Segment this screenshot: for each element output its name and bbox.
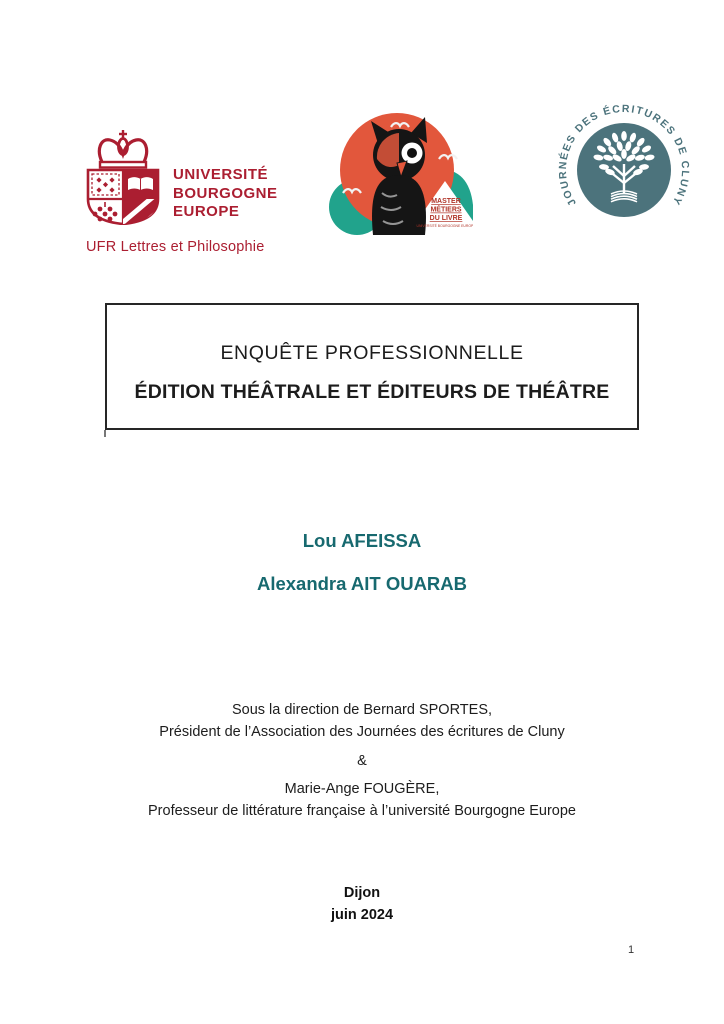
direction-separator: & [357, 753, 367, 769]
master-logo-subline: UNIVERSITÉ BOURGOGNE EUROPE [416, 224, 473, 228]
document-subtitle: ENQUÊTE PROFESSIONNELLE [220, 342, 524, 364]
cluny-tree-icon [554, 100, 694, 240]
direction-block [0, 699, 724, 822]
university-wordmark-line3: EUROPE [173, 203, 240, 220]
box-corner-tick [104, 430, 106, 437]
authors-block [0, 530, 724, 595]
university-crest-icon [85, 129, 161, 225]
master-logo-line1: MASTER [431, 198, 461, 205]
university-logo [85, 129, 161, 225]
title-box [105, 303, 639, 430]
direction-line2: Président de l’Association des Journées des écritures de Cluny [159, 724, 565, 740]
university-wordmark-line1: UNIVERSITÉ [173, 166, 269, 183]
page-number: 1 [628, 944, 635, 956]
place-date-block [0, 882, 724, 926]
document-title: ÉDITION THÉÂTRALE ET ÉDITEURS DE THÉÂTRE [134, 381, 610, 403]
university-wordmark-line2: BOURGOGNE [173, 184, 278, 202]
university-wordmark [173, 166, 278, 222]
author-1: Lou AFEISSA [302, 530, 422, 551]
owl-icon [327, 113, 473, 235]
date: juin 2024 [330, 907, 394, 923]
cluny-ring-text: JOURNÉES DES ÉCRITURES DE CLUNY [556, 102, 692, 208]
direction-line4: Professeur de littérature française à l’université Bourgogne Europe [148, 803, 576, 819]
master-logo-line2: MÉTIERS [430, 206, 462, 214]
direction-line3: Marie-Ange FOUGÈRE, [284, 781, 440, 797]
ufr-label: UFR Lettres et Philosophie [86, 239, 265, 255]
direction-line1: Sous la direction de Bernard SPORTES, [231, 702, 493, 718]
master-logo-line3: DU LIVRE [429, 215, 463, 222]
author-2: Alexandra AIT OUARAB [256, 573, 468, 594]
cluny-logo [554, 100, 694, 245]
city: Dijon [343, 885, 381, 901]
master-metiers-du-livre-logo [327, 113, 473, 240]
